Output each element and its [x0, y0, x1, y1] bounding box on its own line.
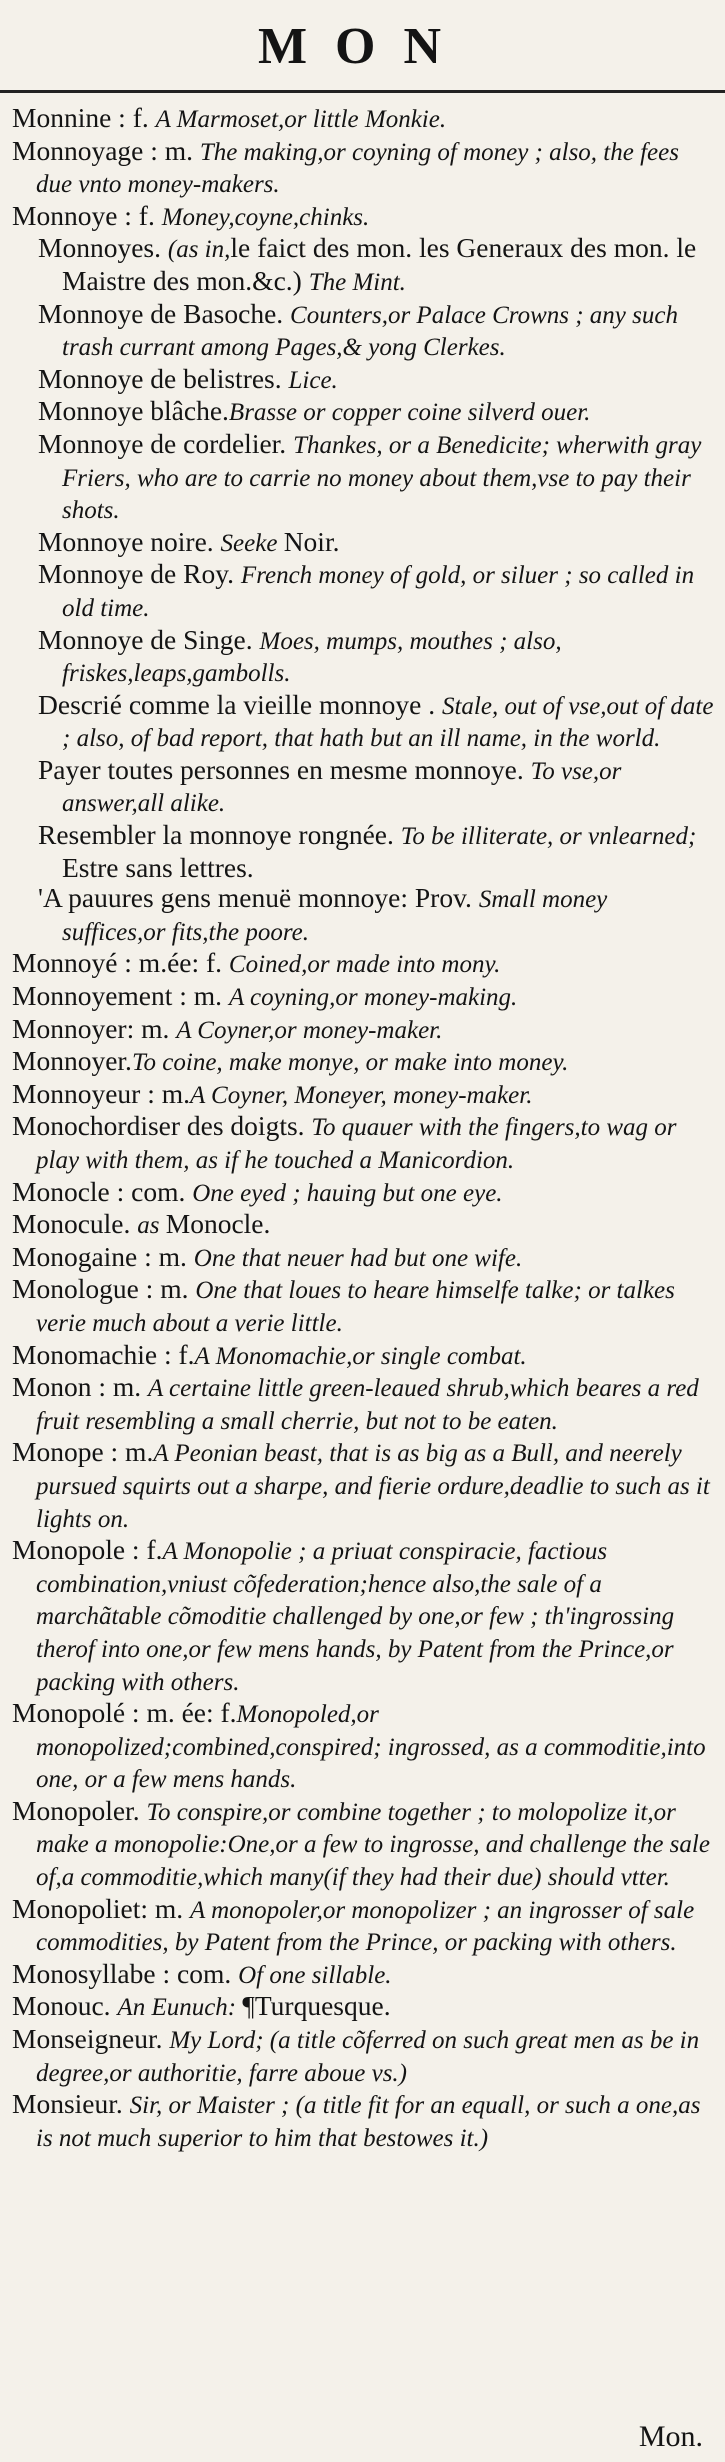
headword: Monocle : com.: [12, 1175, 193, 1207]
dictionary-entry: [12, 1535, 715, 1698]
dictionary-entry: [12, 1437, 715, 1535]
dictionary-entry: [12, 1014, 715, 1047]
dictionary-entry: [12, 883, 715, 948]
dictionary-entry: [12, 1991, 715, 2024]
dictionary-entry: [12, 1340, 715, 1373]
definition: Monopoled,or monopolized;combined,conspired; ingrossed, as a commoditie,into one, or a few mens hands.: [36, 1701, 706, 1794]
definition: A Coyner,or money-maker.: [176, 1016, 443, 1044]
dictionary-entry: [12, 299, 715, 364]
headword: Monnoye de belistres.: [38, 362, 289, 394]
definition: A Monopolie ; a priuat conspiracie, factious combination,vniust cõfederation;hence also,the sale of a marchãtable cõmoditie challenged by one,or few ; th'ingrossing therof into one,or few mens hands, by Patent from the Prince,or packing with others.: [36, 1538, 675, 1696]
headword: Monope : m.: [12, 1436, 154, 1468]
definition: A coyning,or money-making.: [228, 984, 518, 1012]
headword: Monomachie : f.: [12, 1338, 195, 1370]
definition-extra: The Mint.: [308, 268, 406, 296]
headword: Monnoye noire.: [38, 525, 221, 557]
dictionary-entry: [12, 1796, 715, 1894]
definition: Lice.: [288, 366, 338, 394]
dictionary-entry: [12, 1079, 715, 1112]
headword: Monopole : f.: [12, 1534, 163, 1566]
dictionary-entry: [12, 1046, 715, 1079]
page-header: MON: [257, 18, 470, 75]
definition: A certaine little green-leaued shrub,which beares a red fruit resembling a small cherrie, but not to be eaten.: [36, 1375, 699, 1435]
dictionary-entry: [12, 1698, 715, 1796]
definition: A Monomachie,or single combat.: [194, 1342, 527, 1370]
definition: Counters,or Palace Crowns ; any such trash currant among Pages,& yong Clerkes.: [62, 301, 678, 362]
catchword: Mon.: [638, 2420, 703, 2453]
headword: Monnoye blâche.: [38, 395, 229, 427]
headword: Payer toutes personnes en mesme monnoye.: [38, 753, 531, 785]
headword: Monnoye de Basoche.: [38, 297, 291, 329]
definition: The making,or coyning of money ; also, the fees due vnto money-makers.: [36, 138, 679, 199]
headword: Monnoyer.: [12, 1045, 132, 1077]
definition: My Lord; (a title cõferred on such great men as be in degree,or authoritie, farre aboue vs.): [36, 2027, 700, 2087]
dictionary-entry: [12, 1274, 715, 1339]
dictionary-entry: [12, 1372, 715, 1437]
definition: To vse,or answer,all alike.: [62, 757, 622, 818]
definition: Moes, mumps, mouthes ; also, friskes,leaps,gambolls.: [62, 627, 562, 688]
dictionary-entry: [12, 364, 715, 397]
dictionary-entry: [12, 1959, 715, 1992]
definition: Stale, out of vse,out of date ; also, of bad report, that hath but an ill name, in the world.: [62, 692, 714, 753]
headword: Monopolé : m. ée: f.: [12, 1697, 237, 1729]
dictionary-entry: [12, 1111, 715, 1176]
definition: To conspire,or combine together ; to molopolize it,or make a monopolie:One,or a few to ingrosse, and challenge the sale of,a commoditie,which many(if they had their due) should vtter.: [36, 1798, 710, 1892]
dictionary-entry: [12, 527, 715, 560]
definition: A monopoler,or monopolizer ; an ingrosser of sale commodities, by Patent from the Prince, or packing with others.: [36, 1896, 695, 1957]
headword: Resembler la monnoye rongnée.: [38, 819, 401, 851]
definition: One that neuer had but one wife.: [193, 1244, 523, 1272]
definition: Money,coyne,chinks.: [161, 203, 370, 231]
headword: Monosyllabe : com.: [12, 1957, 239, 1989]
headword: Monnoyement : m.: [12, 980, 229, 1012]
definition: Small money suffices,or fits,the poore.: [62, 886, 608, 946]
headword: Monnine : f.: [12, 102, 156, 133]
dictionary-entry: [12, 233, 715, 298]
definition: Seeke: [220, 529, 284, 557]
headword: Monnoye de Singe.: [38, 623, 260, 655]
entry-note: le faict des mon. les Generaux des mon. le Maistre des mon.&c.): [62, 232, 697, 296]
dictionary-entry: [12, 820, 715, 883]
headword: Monsieur.: [12, 2088, 130, 2120]
definition: One that loues to heare himselfe talke; or talkes verie much about a verie little.: [36, 1277, 675, 1337]
dictionary-entry: [12, 625, 715, 690]
dictionary-entry: [12, 690, 715, 755]
headword: Monnoyes.: [38, 232, 168, 264]
definition: One eyed ; hauing but one eye.: [192, 1179, 503, 1207]
dictionary-entry: [12, 429, 715, 527]
dictionary-entry: [12, 2089, 715, 2154]
entry-note: ¶Turquesque.: [242, 1990, 391, 2022]
dictionary-entry: [12, 136, 715, 201]
definition: Sir, or Maister ; (a title fit for an equall, or such a one,as is not much superior to him that bestowes it.): [36, 2092, 701, 2152]
definition: Thankes, or a Benedicite; wherwith gray Friers, who are to carrie no money about them,vse to pay their shots.: [62, 431, 702, 525]
headword: Monogaine : m.: [12, 1240, 194, 1272]
dictionary-entry: [12, 981, 715, 1014]
definition: Of one sillable.: [238, 1961, 392, 1989]
definition: To be illiterate, or vnlearned;: [400, 823, 697, 851]
dictionary-entry: [12, 2024, 715, 2089]
dictionary-entry: [12, 1242, 715, 1275]
entry-note: Monocle.: [165, 1208, 271, 1240]
dictionary-entry: [12, 103, 715, 136]
headword: Monouc.: [12, 1990, 118, 2022]
headword: Monnoye : f.: [12, 199, 162, 231]
headword: Monon : m.: [12, 1371, 148, 1403]
definition: To quauer with the fingers,to wag or play with them, as if he touched a Manicordion.: [36, 1114, 677, 1174]
entry-note: Estre sans lettres.: [62, 851, 254, 883]
definition: An Eunuch:: [117, 1994, 243, 2022]
dictionary-entry: [12, 1894, 715, 1959]
headword: Descrié comme la vieille monnoye .: [38, 688, 442, 720]
headword: Monnoyeur : m.: [12, 1077, 190, 1109]
headword: Monnoyer: m.: [12, 1012, 177, 1044]
headword: Monnoyage : m.: [12, 134, 200, 166]
definition: To coine, make monye, or make into money.: [131, 1049, 569, 1077]
definition: (as in,: [167, 236, 231, 264]
definition: as: [137, 1212, 166, 1240]
headword: Monocule.: [12, 1208, 138, 1240]
headword: 'A pauures gens menuë monnoye: Prov.: [38, 882, 479, 914]
dictionary-entry: [12, 1209, 715, 1242]
definition: Brasse or copper coine silverd ouer.: [228, 399, 591, 427]
headword: Monseigneur.: [12, 2023, 170, 2055]
headword: Monnoye de Roy.: [38, 558, 241, 590]
definition: Coined,or made into mony.: [228, 951, 501, 979]
dictionary-entry: [12, 396, 715, 429]
dictionary-entry: [12, 559, 715, 624]
definition: A Peonian beast, that is as big as a Bull, and neerely pursued squirts out a sharpe, and fierie ordure,deadlie to such as it lights on.: [36, 1440, 710, 1533]
definition: French money of gold, or siluer ; so called in old time.: [62, 562, 695, 622]
dictionary-entry: [12, 948, 715, 981]
dictionary-entry: [12, 755, 715, 820]
dictionary-entry: [12, 1177, 715, 1210]
headword: Monopoler.: [12, 1794, 147, 1826]
headword: Monologue : m.: [12, 1273, 196, 1305]
headword: Monochordiser des doigts.: [12, 1110, 312, 1142]
headword: Monopoliet: m.: [12, 1892, 190, 1924]
header-rule: [0, 90, 725, 93]
entry-list: [12, 103, 715, 2154]
entry-note: Noir.: [283, 525, 340, 557]
definition: A Marmoset,or little Monkie.: [155, 106, 447, 133]
headword: Monnoyé : m.ée: f.: [12, 947, 229, 979]
headword: Monnoye de cordelier.: [38, 427, 294, 459]
definition: A Coyner, Moneyer, money-maker.: [189, 1081, 533, 1109]
dictionary-entry: [12, 201, 715, 234]
